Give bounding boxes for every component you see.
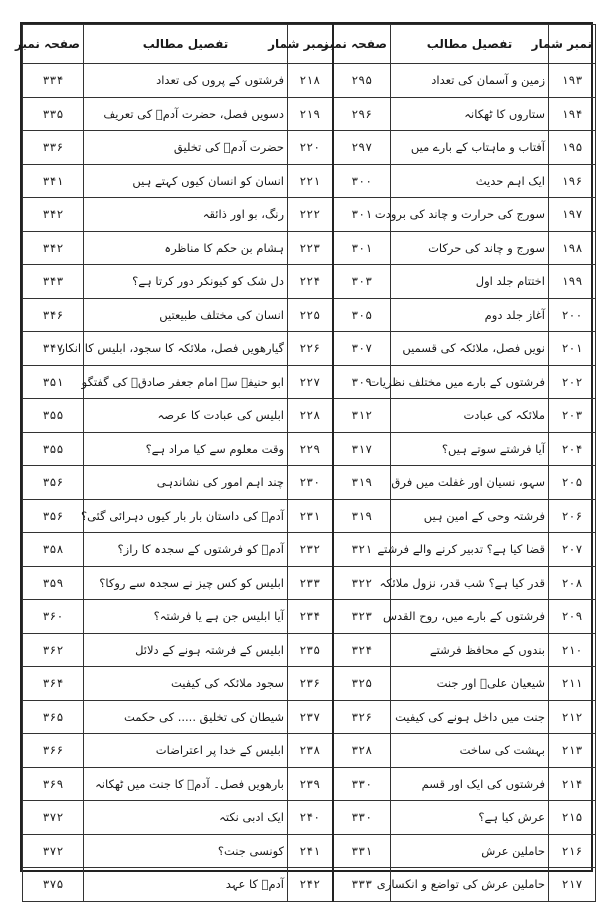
table-row: [23, 801, 596, 835]
cell-topic-left: گیارھویں فصل، ملائکہ کا سجود، ابلیس کا انکار: [84, 332, 288, 366]
cell-serial-left: ۲۱۸: [288, 64, 333, 98]
cell-topic-left: سجود ملائکہ کی کیفیت: [84, 667, 288, 701]
cell-serial-left: ۲۳۹: [288, 767, 333, 801]
cell-page-left: ۳۵۱: [23, 365, 84, 399]
cell-page-left: ۳۶۰: [23, 600, 84, 634]
cell-topic-left: رنگ، بو اور ذائقہ: [84, 198, 288, 232]
table-row: [23, 64, 596, 98]
cell-page-left: ۳۴۱: [23, 164, 84, 198]
cell-serial-right: ۲۰۸: [549, 566, 596, 600]
cell-serial-right: ۱۹۴: [549, 97, 596, 131]
cell-serial-left: ۲۲۸: [288, 399, 333, 433]
table-row: [23, 131, 596, 165]
table-row: [23, 298, 596, 332]
cell-serial-left: ۲۲۰: [288, 131, 333, 165]
cell-serial-left: ۲۳۱: [288, 499, 333, 533]
cell-page-left: ۳۵۶: [23, 499, 84, 533]
header-page-left: صفحہ نمبر: [23, 25, 84, 64]
cell-topic-right: آفتاب و ماہتاب کے بارے میں: [391, 131, 549, 165]
cell-topic-left: حضرت آدمؑ کی تخلیق: [84, 131, 288, 165]
cell-serial-left: ۲۲۵: [288, 298, 333, 332]
cell-serial-left: ۲۴۱: [288, 834, 333, 868]
cell-topic-left: ہشام بن حکم کا مناظرہ: [84, 231, 288, 265]
cell-page-left: ۳۵۹: [23, 566, 84, 600]
cell-page-left: ۳۵۸: [23, 533, 84, 567]
cell-serial-left: ۲۱۹: [288, 97, 333, 131]
cell-topic-right: فرشتوں کی ایک اور قسم: [391, 767, 549, 801]
cell-page-left: ۳۴۶: [23, 298, 84, 332]
cell-page-left: ۳۳۶: [23, 131, 84, 165]
cell-topic-right: ایک اہم حدیث: [391, 164, 549, 198]
cell-serial-right: ۲۰۰: [549, 298, 596, 332]
table-row: [23, 499, 596, 533]
cell-topic-left: وقت معلوم سے کیا مراد ہے؟: [84, 432, 288, 466]
table-row: [23, 198, 596, 232]
cell-page-left: ۳۳۵: [23, 97, 84, 131]
cell-serial-right: ۲۰۹: [549, 600, 596, 634]
cell-serial-left: ۲۲۳: [288, 231, 333, 265]
cell-topic-right: قضا کیا ہے؟ تدبیر کرنے والے فرشتے: [391, 533, 549, 567]
cell-page-right: ۳۲۳: [333, 600, 391, 634]
table-row: [23, 231, 596, 265]
index-page: [14, 22, 593, 892]
table-row: [23, 600, 596, 634]
cell-serial-right: ۲۱۰: [549, 633, 596, 667]
cell-page-right: ۳۰۹: [333, 365, 391, 399]
cell-serial-right: ۲۱۱: [549, 667, 596, 701]
cell-serial-left: ۲۲۴: [288, 265, 333, 299]
cell-serial-left: ۲۲۷: [288, 365, 333, 399]
cell-serial-left: ۲۳۴: [288, 600, 333, 634]
cell-page-right: ۳۲۸: [333, 734, 391, 768]
cell-serial-right: ۱۹۶: [549, 164, 596, 198]
cell-topic-left: چند اہم امور کی نشاندہی: [84, 466, 288, 500]
cell-page-left: ۳۴۲: [23, 231, 84, 265]
cell-topic-left: شیطان کی تخلیق ..... کی حکمت: [84, 700, 288, 734]
cell-page-right: ۳۳۳: [333, 868, 391, 902]
cell-serial-left: ۲۳۲: [288, 533, 333, 567]
table-row: [23, 466, 596, 500]
cell-page-right: ۳۰۵: [333, 298, 391, 332]
table-row: [23, 399, 596, 433]
cell-topic-right: شیعیان علیؑ اور جنت: [391, 667, 549, 701]
cell-topic-left: ابلیس کے فرشتہ ہونے کے دلائل: [84, 633, 288, 667]
cell-serial-left: ۲۴۰: [288, 801, 333, 835]
cell-serial-left: ۲۲۲: [288, 198, 333, 232]
cell-topic-right: آیا فرشتے سوتے ہیں؟: [391, 432, 549, 466]
cell-serial-right: ۲۱۷: [549, 868, 596, 902]
cell-page-left: ۳۶۹: [23, 767, 84, 801]
cell-topic-right: بندوں کے محافظ فرشتے: [391, 633, 549, 667]
cell-topic-left: دسویں فصل، حضرت آدمؑ کی تعریف: [84, 97, 288, 131]
cell-serial-left: ۲۳۰: [288, 466, 333, 500]
cell-topic-left: فرشتوں کے پروں کی تعداد: [84, 64, 288, 98]
table-row: [23, 533, 596, 567]
table-row: [23, 164, 596, 198]
cell-topic-right: سہو، نسیان اور غفلت میں فرق: [391, 466, 549, 500]
cell-page-left: ۳۷۲: [23, 834, 84, 868]
cell-serial-left: ۲۴۲: [288, 868, 333, 902]
cell-page-right: ۳۳۱: [333, 834, 391, 868]
cell-topic-right: ستاروں کا ٹھکانہ: [391, 97, 549, 131]
cell-topic-left: ابو حنیفہ سے امام جعفر صادقؑ کی گفتگو: [84, 365, 288, 399]
cell-serial-left: ۲۲۶: [288, 332, 333, 366]
cell-page-right: ۳۲۴: [333, 633, 391, 667]
index-table: [14, 24, 596, 902]
table-row: [23, 868, 596, 902]
cell-page-right: ۳۰۰: [333, 164, 391, 198]
cell-serial-right: ۲۱۴: [549, 767, 596, 801]
cell-serial-right: ۱۹۸: [549, 231, 596, 265]
cell-page-right: ۳۰۱: [333, 198, 391, 232]
cell-page-right: ۳۲۶: [333, 700, 391, 734]
cell-topic-right: نویں فصل، ملائکہ کی قسمیں: [391, 332, 549, 366]
cell-serial-left: ۲۳۷: [288, 700, 333, 734]
cell-topic-right: ملائکہ کی عبادت: [391, 399, 549, 433]
table-row: [23, 566, 596, 600]
cell-serial-right: ۲۰۵: [549, 466, 596, 500]
cell-topic-right: بہشت کی ساخت: [391, 734, 549, 768]
cell-serial-right: ۲۰۴: [549, 432, 596, 466]
cell-page-right: ۳۱۷: [333, 432, 391, 466]
cell-page-right: ۳۲۵: [333, 667, 391, 701]
cell-serial-left: ۲۲۹: [288, 432, 333, 466]
cell-topic-right: جنت میں داخل ہونے کی کیفیت: [391, 700, 549, 734]
cell-page-left: ۳۴۳: [23, 265, 84, 299]
cell-page-right: ۲۹۵: [333, 64, 391, 98]
cell-page-right: ۳۰۱: [333, 231, 391, 265]
cell-page-right: ۳۲۲: [333, 566, 391, 600]
cell-page-right: ۳۰۳: [333, 265, 391, 299]
cell-page-right: ۳۳۰: [333, 767, 391, 801]
cell-topic-right: حاملین عرش: [391, 834, 549, 868]
cell-topic-left: ابلیس کی عبادت کا عرصہ: [84, 399, 288, 433]
header-serial-left: نمبر شمار: [288, 25, 333, 64]
table-row: [23, 365, 596, 399]
cell-serial-right: ۲۰۲: [549, 365, 596, 399]
cell-serial-right: ۲۱۳: [549, 734, 596, 768]
table-row: [23, 332, 596, 366]
cell-page-right: ۳۳۰: [333, 801, 391, 835]
header-page-right: صفحہ نمبر: [333, 25, 391, 64]
cell-topic-right: سورج کی حرارت و چاند کی برودت: [391, 198, 549, 232]
cell-topic-right: زمین و آسمان کی تعداد: [391, 64, 549, 98]
cell-page-left: ۳۴۷: [23, 332, 84, 366]
cell-serial-right: ۲۰۱: [549, 332, 596, 366]
header-row: [23, 25, 596, 64]
cell-page-left: ۳۶۲: [23, 633, 84, 667]
cell-page-right: ۳۰۷: [333, 332, 391, 366]
cell-serial-right: ۱۹۷: [549, 198, 596, 232]
table-row: [23, 432, 596, 466]
cell-topic-right: آغاز جلد دوم: [391, 298, 549, 332]
cell-serial-right: ۲۰۶: [549, 499, 596, 533]
cell-serial-left: ۲۳۳: [288, 566, 333, 600]
table-row: [23, 667, 596, 701]
cell-page-right: ۲۹۷: [333, 131, 391, 165]
cell-topic-left: آدمؑ کا عہد: [84, 868, 288, 902]
cell-page-left: ۳۶۵: [23, 700, 84, 734]
cell-topic-right: سورج و چاند کی حرکات: [391, 231, 549, 265]
cell-topic-right: فرشتوں کے بارے میں، روح القدس: [391, 600, 549, 634]
cell-page-left: ۳۷۵: [23, 868, 84, 902]
cell-page-right: ۳۲۱: [333, 533, 391, 567]
cell-page-left: ۳۵۵: [23, 399, 84, 433]
cell-page-left: ۳۴۲: [23, 198, 84, 232]
cell-serial-left: ۲۲۱: [288, 164, 333, 198]
cell-topic-left: آدمؑ کی داستان بار بار کیوں دہرائی گئی؟: [84, 499, 288, 533]
cell-topic-left: آدمؑ کو فرشتوں کے سجدہ کا راز؟: [84, 533, 288, 567]
cell-page-left: ۳۶۴: [23, 667, 84, 701]
cell-page-left: ۳۵۶: [23, 466, 84, 500]
table-row: [23, 834, 596, 868]
cell-topic-right: حاملین عرش کی تواضع و انکساری: [391, 868, 549, 902]
cell-topic-right: عرش کیا ہے؟: [391, 801, 549, 835]
cell-page-right: ۳۱۲: [333, 399, 391, 433]
cell-topic-left: بارھویں فصل۔ آدمؑ کا جنت میں ٹھکانہ: [84, 767, 288, 801]
cell-topic-left: انسان کی مختلف طبیعتیں: [84, 298, 288, 332]
cell-topic-left: دل شک کو کیونکر دور کرتا ہے؟: [84, 265, 288, 299]
header-details-right: تفصیل مطالب: [391, 25, 549, 64]
cell-serial-right: ۲۰۳: [549, 399, 596, 433]
cell-topic-left: آیا ابلیس جن ہے یا فرشتہ؟: [84, 600, 288, 634]
cell-topic-right: فرشتوں کے بارے میں مختلف نظریات: [391, 365, 549, 399]
cell-page-left: ۳۳۴: [23, 64, 84, 98]
cell-serial-left: ۲۳۵: [288, 633, 333, 667]
cell-page-right: ۳۱۹: [333, 466, 391, 500]
cell-page-right: ۲۹۶: [333, 97, 391, 131]
cell-topic-right: اختتام جلد اول: [391, 265, 549, 299]
cell-topic-right: قدر کیا ہے؟ شب قدر، نزول ملائکہ: [391, 566, 549, 600]
cell-topic-left: انسان کو انسان کیوں کہتے ہیں: [84, 164, 288, 198]
table-row: [23, 265, 596, 299]
table-row: [23, 633, 596, 667]
cell-page-right: ۳۱۹: [333, 499, 391, 533]
cell-serial-right: ۱۹۳: [549, 64, 596, 98]
cell-serial-right: ۱۹۹: [549, 265, 596, 299]
cell-serial-left: ۲۳۶: [288, 667, 333, 701]
cell-page-left: ۳۷۲: [23, 801, 84, 835]
cell-serial-right: ۲۱۲: [549, 700, 596, 734]
cell-page-left: ۳۵۵: [23, 432, 84, 466]
cell-topic-right: فرشتہ وحی کے امین ہیں: [391, 499, 549, 533]
cell-page-left: ۳۶۶: [23, 734, 84, 768]
cell-serial-right: ۲۱۵: [549, 801, 596, 835]
table-row: [23, 97, 596, 131]
cell-serial-right: ۱۹۵: [549, 131, 596, 165]
cell-topic-left: ابلیس کو کس چیز نے سجدہ سے روکا؟: [84, 566, 288, 600]
cell-serial-right: ۲۰۷: [549, 533, 596, 567]
cell-serial-right: ۲۱۶: [549, 834, 596, 868]
table-row: [23, 700, 596, 734]
cell-topic-left: ابلیس کے خدا پر اعتراضات: [84, 734, 288, 768]
table-row: [23, 767, 596, 801]
cell-topic-left: ایک ادبی نکتہ: [84, 801, 288, 835]
table-row: [23, 734, 596, 768]
header-serial-right: نمبر شمار: [549, 25, 596, 64]
header-details-left: تفصیل مطالب: [84, 25, 288, 64]
cell-topic-left: کونسی جنت؟: [84, 834, 288, 868]
cell-serial-left: ۲۳۸: [288, 734, 333, 768]
